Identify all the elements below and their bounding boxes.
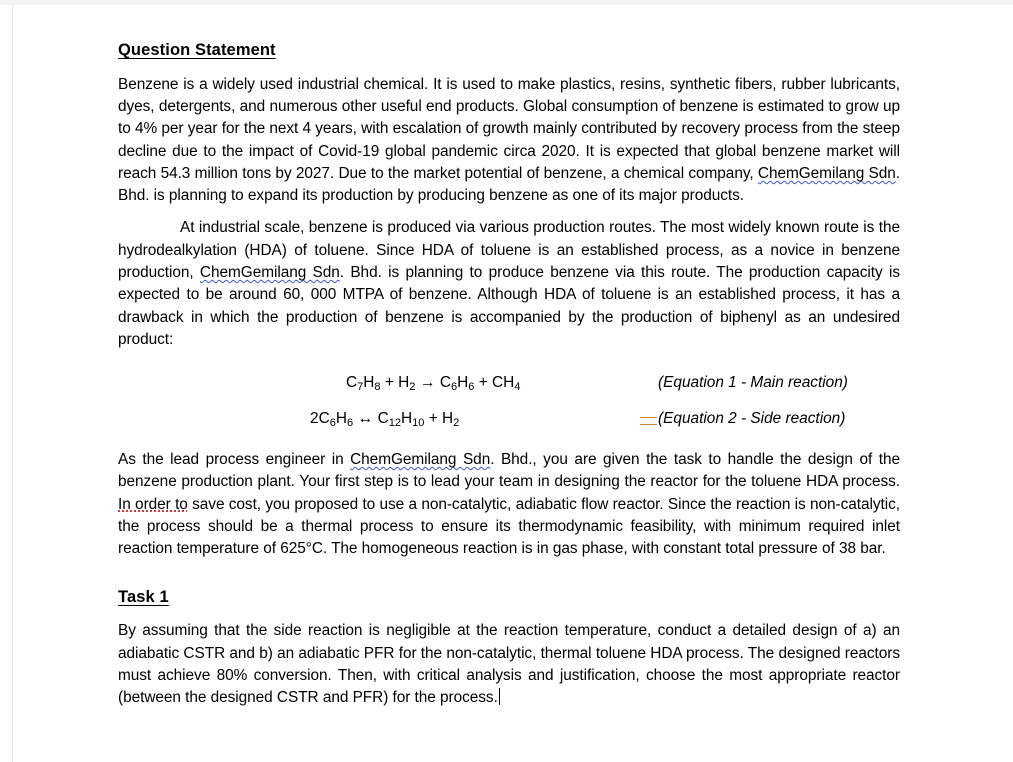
- tracked-change-mark-icon: [640, 417, 657, 425]
- text-cursor-caret: [499, 688, 501, 705]
- equation-1-expression: [346, 365, 520, 402]
- eq2-coefficient: 2: [310, 410, 319, 428]
- paragraph-2-tail: . Bhd. is planning to produce benzene via this route. The production capacity is expected to be around 60, 000 MTPA of benzene. Although HDA of toluene is an established process, it has a drawback in which the production of benzene is accompanied by the production of biphenyl as an undesired product:: [118, 264, 900, 348]
- eq1-h6: H: [457, 374, 469, 392]
- eq1-c6: C: [439, 374, 451, 392]
- eq1-h2: H: [398, 374, 410, 392]
- task-heading: Task 1: [118, 587, 169, 606]
- equation-2-expression: [310, 401, 459, 438]
- paragraph-4-text: By assuming that the side reaction is negligible at the reaction temperature, conduct a detailed design of a) an adiabatic CSTR and b) an adiabatic PFR for the non-catalytic, thermal toluene HDA process. The designed reactors must achieve 80% conversion. Then, with critical analysis and justification, choose the most appropriate reactor (between the designed CSTR and PFR) for the process.: [118, 622, 900, 707]
- paragraph-production-routes[interactable]: [118, 217, 900, 351]
- eq2-h6: H: [335, 410, 347, 428]
- eq1-h8-sub: 8: [374, 381, 381, 394]
- eq2-h6-sub: 6: [346, 417, 354, 430]
- paragraph-3-mid: . Bhd., you are given the task to handle the design of the benzene production plant. Your first step is to lead your team in designing the reactor for the toluene HDA process.: [118, 451, 900, 491]
- paragraph-2-text: At industrial scale, benzene is produced via various production routes. The most widely known route is the hydrodealkylation (HDA) of toluene. Since HDA of toluene is an established process, as a novice in benzene production,: [118, 219, 900, 281]
- eq2-h10-sub: 10: [412, 417, 425, 430]
- eq2-c12: C: [377, 410, 389, 428]
- equation-block: [118, 365, 900, 437]
- paragraph-intro[interactable]: [118, 74, 900, 208]
- spellcheck-company-name-1[interactable]: ChemGemilang Sdn: [757, 164, 896, 182]
- spellcheck-company-name-2[interactable]: ChemGemilang Sdn: [199, 264, 340, 281]
- eq1-h6-sub: 6: [468, 381, 475, 394]
- eq2-h10: H: [401, 410, 413, 428]
- document-body[interactable]: [118, 40, 900, 719]
- paragraph-3-tail: save cost, you proposed to use a non-catalytic, adiabatic flow reactor. Since the reaction is non-catalytic, the process should be a thermal process to ensure its thermodynamic feasibility, with minimum required inlet reaction temperature of 625°C. The homogeneous reaction is in gas phase, with constant total pressure of 38 bar.: [118, 495, 900, 558]
- eq1-c7-sub: 7: [357, 381, 364, 394]
- eq2-h2-sub: 2: [453, 417, 460, 430]
- eq1-plus-1: +: [380, 374, 399, 392]
- equation-row-1: [118, 365, 900, 401]
- eq1-c7: C: [346, 374, 358, 392]
- grammar-suggestion-in-order-to[interactable]: In order to: [118, 495, 188, 513]
- eq2-c12-sub: 12: [388, 417, 402, 430]
- eq1-ch4-sub: 4: [514, 381, 521, 394]
- eq2-arrow-icon: ↔: [357, 410, 374, 428]
- spellcheck-company-name-3[interactable]: ChemGemilang Sdn: [350, 451, 491, 469]
- eq1-ch4: CH: [491, 374, 515, 392]
- eq1-c6-sub: 6: [450, 381, 458, 394]
- equation-1-label: (Equation 1 - Main reaction): [658, 374, 848, 392]
- page-title: Question Statement: [118, 41, 276, 59]
- eq1-arrow-icon: →: [419, 374, 436, 392]
- paragraph-1-text: Benzene is a widely used industrial chemical. It is used to make plastics, resins, synthetic fibers, rubber lubricants, dyes, detergents, and numerous other useful end products. Global consumption of benzene is estimated to grow up to 4% per year for the next 4 years, with escalation of growth mainly contributed by recovery process from the steep decline due to the impact of Covid-19 global pandemic circa 2020. It is expected that global benzene market will reach 54.3 million tons by 2027. Due to the market potential of benzene, a chemical company,: [118, 75, 900, 182]
- eq1-h8: H: [363, 374, 375, 392]
- paragraph-1-tail: . Bhd. is planning to expand its production by producing benzene as one of its major products.: [118, 164, 900, 205]
- paragraph-engineer-task[interactable]: [118, 449, 900, 560]
- eq2-c6: C: [318, 410, 330, 428]
- eq1-h2-sub: 2: [409, 381, 416, 394]
- paragraph-3-text: As the lead process engineer in: [118, 451, 351, 469]
- paragraph-task-1[interactable]: [118, 620, 900, 709]
- eq2-h2: H: [442, 410, 454, 428]
- eq2-c6-sub: 6: [329, 417, 336, 430]
- eq2-plus: +: [424, 410, 443, 428]
- eq1-plus-2: +: [474, 374, 492, 392]
- equation-2-label: (Equation 2 - Side reaction): [658, 410, 846, 428]
- equation-row-2: [118, 401, 900, 437]
